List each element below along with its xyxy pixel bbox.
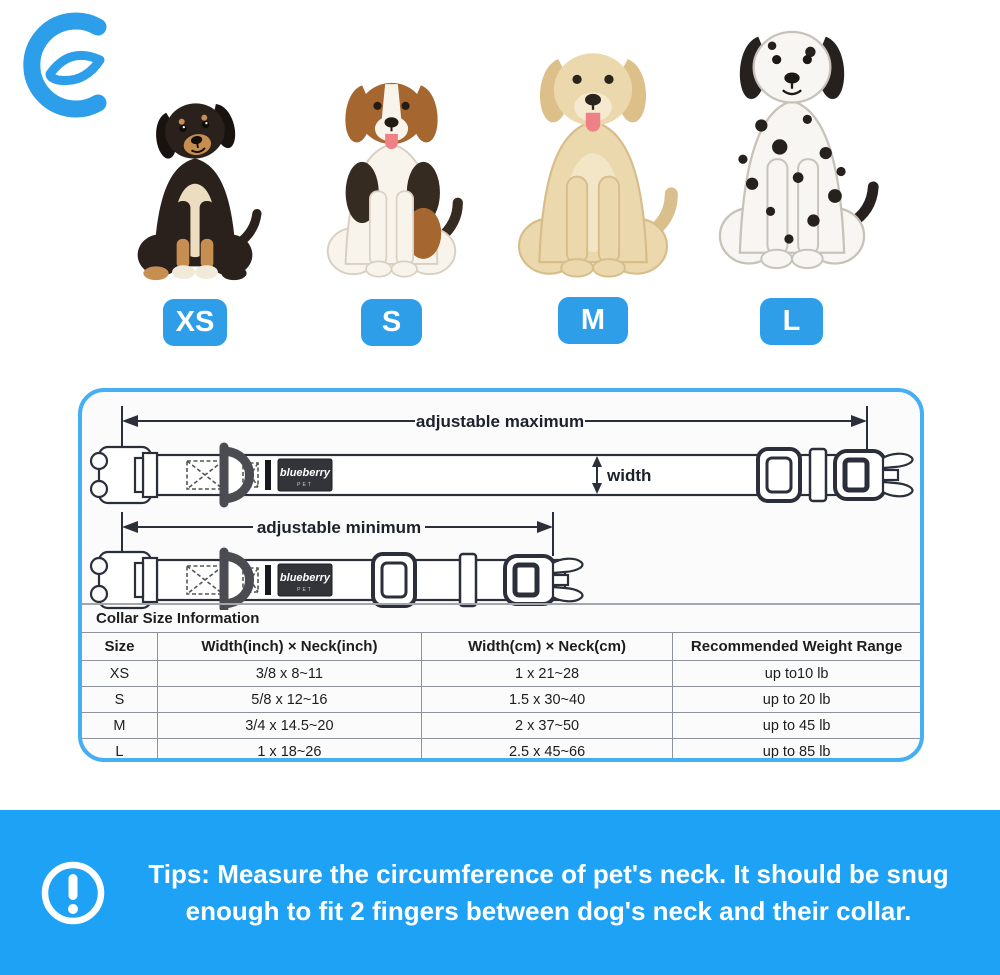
table-cell: 3/4 x 14.5~20 xyxy=(157,713,421,739)
svg-text:blueberry: blueberry xyxy=(279,572,331,584)
table-cell: M xyxy=(82,713,157,739)
table-row xyxy=(82,713,920,739)
table-cell: 1.5 x 30~40 xyxy=(421,687,672,713)
table-cell: 3/8 x 8~11 xyxy=(157,661,421,687)
table-row xyxy=(82,739,920,763)
tips-line-2: enough to fit 2 fingers between dog's neck and their collar. xyxy=(185,895,912,926)
svg-text:PET: PET xyxy=(297,482,313,488)
size-table-body xyxy=(82,661,920,763)
alert-exclamation-icon xyxy=(38,857,108,929)
table-title: Collar Size Information xyxy=(82,605,920,633)
size-table xyxy=(82,633,920,762)
table-row xyxy=(82,661,920,687)
table-cell: 1 x 21~28 xyxy=(421,661,672,687)
brand-label-tag xyxy=(278,459,332,491)
brand-label-tag xyxy=(278,564,332,596)
size-badge-s[interactable]: S xyxy=(361,299,422,346)
table-cell: XS xyxy=(82,661,157,687)
collar-info-panel xyxy=(78,388,924,762)
adjustable-maximum-label: adjustable maximum xyxy=(415,412,585,431)
table-cell: up to 85 lb xyxy=(673,739,920,763)
table-row xyxy=(82,687,920,713)
header-width-neck-cm: Width(cm) × Neck(cm) xyxy=(421,633,672,661)
header-weight-range: Recommended Weight Range xyxy=(673,633,920,661)
size-badge-l[interactable]: L xyxy=(760,298,823,345)
table-cell: up to10 lb xyxy=(673,661,920,687)
size-badge-m[interactable]: M xyxy=(558,297,628,344)
collar-diagram-minimum xyxy=(85,510,917,610)
tips-line-1: Tips: Measure the circumference of pet's neck. It should be snug xyxy=(148,858,949,889)
table-cell: S xyxy=(82,687,157,713)
table-header-row xyxy=(82,633,920,661)
width-label: width xyxy=(607,466,652,485)
collar-diagram-maximum xyxy=(85,400,917,512)
tips-banner xyxy=(0,810,1000,975)
adjustable-minimum-label: adjustable minimum xyxy=(256,518,422,537)
table-cell: 2.5 x 45~66 xyxy=(421,739,672,763)
dog-image-xs-puppy xyxy=(126,92,264,287)
table-cell: up to 20 lb xyxy=(673,687,920,713)
table-cell: 5/8 x 12~16 xyxy=(157,687,421,713)
dog-image-l-dalmatian xyxy=(700,10,884,287)
svg-text:blueberry: blueberry xyxy=(279,467,331,479)
svg-text:PET: PET xyxy=(297,587,313,593)
tips-text xyxy=(105,810,992,975)
header-width-neck-inch: Width(inch) × Neck(inch) xyxy=(157,633,421,661)
size-badge-xs[interactable]: XS xyxy=(163,299,227,346)
table-cell: 2 x 37~50 xyxy=(421,713,672,739)
size-table-section xyxy=(82,603,920,758)
dog-image-m-golden-retriever xyxy=(506,40,680,287)
dog-image-s-beagle xyxy=(315,70,468,287)
table-cell: L xyxy=(82,739,157,763)
table-cell: 1 x 18~26 xyxy=(157,739,421,763)
header-size: Size xyxy=(82,633,157,661)
brand-e-logo-icon xyxy=(22,10,114,118)
table-cell: up to 45 lb xyxy=(673,713,920,739)
